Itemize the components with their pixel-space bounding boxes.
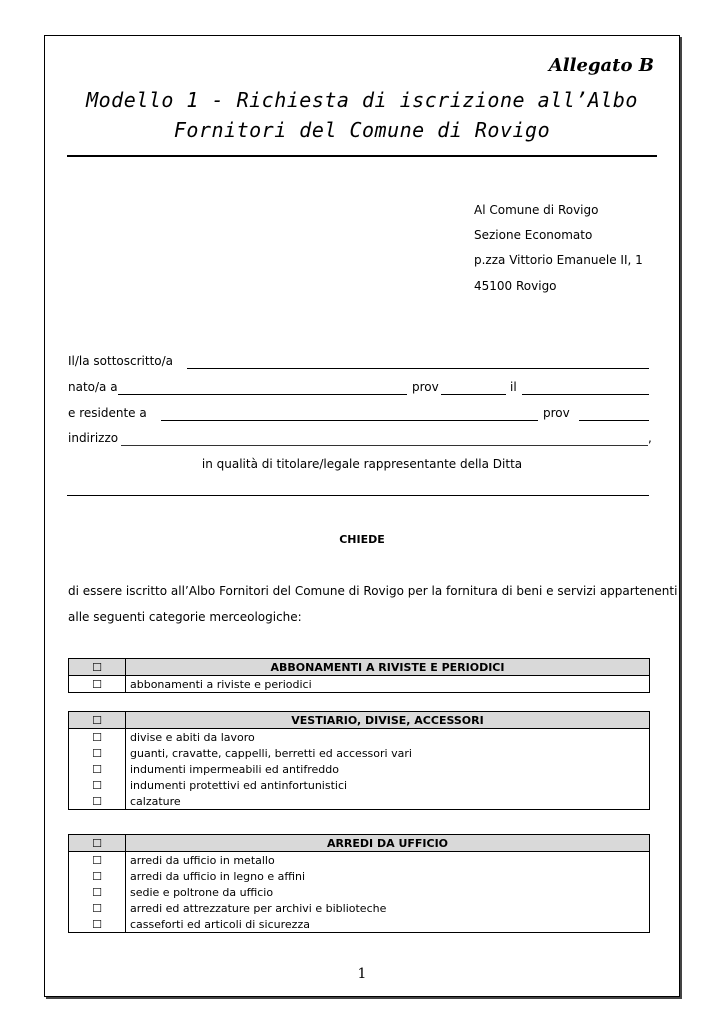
title-divider bbox=[67, 155, 657, 157]
category-title: VESTIARIO, DIVISE, ACCESSORI bbox=[126, 712, 650, 729]
item-label: guanti, cravatte, cappelli, berretti ed accessori vari bbox=[126, 745, 650, 761]
item-checkbox[interactable]: ☐ bbox=[69, 777, 126, 793]
nato-prov-field[interactable] bbox=[441, 394, 506, 395]
request-text-line-2: alle seguenti categorie merceologiche: bbox=[68, 610, 302, 624]
category-item-row bbox=[69, 676, 650, 693]
recipient-line: p.zza Vittorio Emanuele II, 1 bbox=[474, 253, 643, 267]
residente-field[interactable] bbox=[161, 420, 538, 421]
item-checkbox[interactable]: ☐ bbox=[69, 676, 126, 693]
category-item-row bbox=[69, 868, 650, 884]
item-label: indumenti impermeabili ed antifreddo bbox=[126, 761, 650, 777]
category-item-row bbox=[69, 729, 650, 746]
category-item-row bbox=[69, 761, 650, 777]
item-label: abbonamenti a riviste e periodici bbox=[126, 676, 650, 693]
item-label: calzature bbox=[126, 793, 650, 810]
allegato-label: Allegato B bbox=[548, 55, 654, 76]
recipient-line: 45100 Rovigo bbox=[474, 279, 557, 293]
item-checkbox[interactable]: ☐ bbox=[69, 745, 126, 761]
category-item-row bbox=[69, 745, 650, 761]
request-text-line-1: di essere iscritto all’Albo Fornitori del Comune di Rovigo per la fornitura di beni e servizi appartenenti bbox=[68, 584, 678, 598]
indirizzo-end: , bbox=[648, 431, 652, 445]
category-table bbox=[68, 711, 650, 810]
recipient-line: Sezione Economato bbox=[474, 228, 593, 242]
item-label: sedie e poltrone da ufficio bbox=[126, 884, 650, 900]
item-checkbox[interactable]: ☐ bbox=[69, 729, 126, 746]
item-label: divise e abiti da lavoro bbox=[126, 729, 650, 746]
category-checkbox[interactable]: ☐ bbox=[69, 659, 126, 676]
residente-label: e residente a bbox=[68, 406, 147, 420]
category-item-row bbox=[69, 777, 650, 793]
nato-label: nato/a a bbox=[68, 380, 118, 394]
category-item-row bbox=[69, 916, 650, 933]
item-checkbox[interactable]: ☐ bbox=[69, 793, 126, 810]
category-table bbox=[68, 658, 650, 693]
item-label: casseforti ed articoli di sicurezza bbox=[126, 916, 650, 933]
category-checkbox[interactable]: ☐ bbox=[69, 712, 126, 729]
sottoscritto-label: Il/la sottoscritto/a bbox=[68, 354, 174, 368]
category-item-row bbox=[69, 884, 650, 900]
item-label: arredi ed attrezzature per archivi e biblioteche bbox=[126, 900, 650, 916]
item-checkbox[interactable]: ☐ bbox=[69, 900, 126, 916]
category-title: ARREDI DA UFFICIO bbox=[126, 835, 650, 852]
sottoscritto-field[interactable] bbox=[187, 368, 649, 369]
item-label: indumenti protettivi ed antinfortunistici bbox=[126, 777, 650, 793]
category-item-row bbox=[69, 793, 650, 810]
category-item-row bbox=[69, 900, 650, 916]
title-line-1: Modello 1 - Richiesta di iscrizione all’Albo bbox=[86, 88, 638, 112]
page-number: 1 bbox=[357, 966, 367, 982]
item-checkbox[interactable]: ☐ bbox=[69, 884, 126, 900]
residente-prov-field[interactable] bbox=[579, 420, 649, 421]
item-checkbox[interactable]: ☐ bbox=[69, 761, 126, 777]
prov-label: prov bbox=[543, 406, 570, 420]
qualita-text: in qualità di titolare/legale rappresentante della Ditta bbox=[201, 457, 523, 471]
indirizzo-field[interactable] bbox=[121, 445, 648, 446]
category-table bbox=[68, 834, 650, 933]
category-title: ABBONAMENTI A RIVISTE E PERIODICI bbox=[126, 659, 650, 676]
nato-field[interactable] bbox=[118, 394, 407, 395]
ditta-field[interactable] bbox=[67, 495, 649, 496]
document-title bbox=[44, 85, 680, 145]
item-label: arredi da ufficio in legno e affini bbox=[126, 868, 650, 884]
item-checkbox[interactable]: ☐ bbox=[69, 868, 126, 884]
category-item-row bbox=[69, 852, 650, 869]
nato-date-field[interactable] bbox=[522, 394, 649, 395]
recipient-line: Al Comune di Rovigo bbox=[474, 203, 599, 217]
item-checkbox[interactable]: ☐ bbox=[69, 852, 126, 869]
item-checkbox[interactable]: ☐ bbox=[69, 916, 126, 933]
chiede-heading: CHIEDE bbox=[339, 533, 385, 546]
item-label: arredi da ufficio in metallo bbox=[126, 852, 650, 869]
title-line-2: Fornitori del Comune di Rovigo bbox=[173, 118, 551, 142]
il-label: il bbox=[510, 380, 517, 394]
indirizzo-label: indirizzo bbox=[68, 431, 119, 445]
category-checkbox[interactable]: ☐ bbox=[69, 835, 126, 852]
prov-label: prov bbox=[412, 380, 439, 394]
